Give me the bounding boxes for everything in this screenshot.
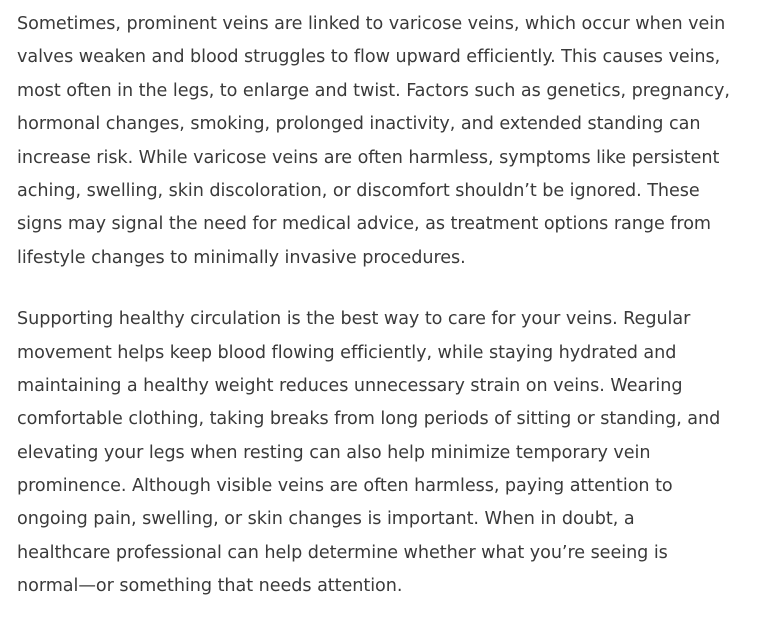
paragraph-healthy-circulation [17,303,772,604]
paragraph-line: prominence. Although visible veins are often harmless, paying attention to [17,476,673,497]
paragraph-line: elevating your legs when resting can also help minimize temporary vein [17,442,651,463]
article-body [17,8,772,604]
paragraph-line: movement helps keep blood flowing efficiently, while staying hydrated and [17,342,677,363]
paragraph-line: healthcare professional can help determine whether what you’re seeing is [17,542,668,563]
paragraph-line: most often in the legs, to enlarge and twist. Factors such as genetics, pregnancy, [17,80,730,101]
paragraph-line: normal—or something that needs attention. [17,576,403,597]
paragraph-line: valves weaken and blood struggles to flow upward efficiently. This causes veins, [17,47,721,68]
paragraph-line: increase risk. While varicose veins are often harmless, symptoms like persistent [17,147,720,168]
paragraph-line: lifestyle changes to minimally invasive procedures. [17,247,466,268]
paragraph-varicose-veins [17,8,772,275]
paragraph-line: maintaining a healthy weight reduces unnecessary strain on veins. Wearing [17,375,683,396]
paragraph-line: comfortable clothing, taking breaks from long periods of sitting or standing, and [17,409,721,430]
paragraph-line: hormonal changes, smoking, prolonged inactivity, and extended standing can [17,114,701,135]
paragraph-line: Sometimes, prominent veins are linked to varicose veins, which occur when vein [17,14,726,34]
paragraph-line: signs may signal the need for medical advice, as treatment options range from [17,214,712,235]
paragraph-line: aching, swelling, skin discoloration, or discomfort shouldn’t be ignored. These [17,180,700,201]
paragraph-line: Supporting healthy circulation is the best way to care for your veins. Regular [17,309,691,330]
paragraph-line: ongoing pain, swelling, or skin changes is important. When in doubt, a [17,509,635,530]
